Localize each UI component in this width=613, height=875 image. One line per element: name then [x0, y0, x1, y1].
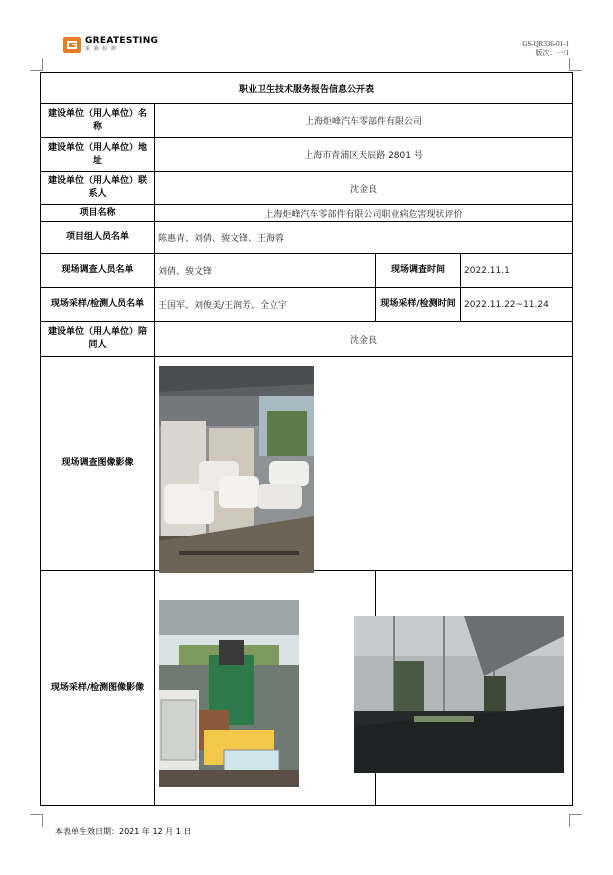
unit-name-label: 建设单位（用人单位）名称	[41, 104, 155, 138]
survey-images-label: 现场调查图像影像	[41, 357, 155, 571]
project-name-label: 项目名称	[41, 205, 155, 222]
escort-label: 建设单位（用人单位）陪同人	[41, 322, 155, 357]
sampling-time-label: 现场采样/检测时间	[376, 288, 461, 322]
sampling-time-value: 2022.11.22~11.24	[461, 288, 573, 322]
unit-contact-value: 沈金良	[155, 172, 573, 205]
survey-staff-value: 刘倩、骏文锋	[155, 254, 376, 288]
project-name-value: 上海炬峰汽车零部件有限公司职业病危害现状评价	[155, 205, 573, 222]
corner-mark	[569, 58, 582, 71]
corner-mark	[30, 814, 43, 827]
unit-name-value: 上海炬峰汽车零部件有限公司	[155, 104, 573, 138]
team-value: 陈惠青、刘倩、骏文锋、王海蓉	[155, 222, 573, 254]
unit-address-value: 上海市青浦区天辰路 2801 号	[155, 138, 573, 172]
sampling-photo-1	[159, 600, 299, 787]
edition-text: 版次：一/1	[535, 49, 569, 57]
form-title: 职业卫生技术服务报告信息公开表	[41, 73, 573, 104]
sampling-staff-label: 现场采样/检测人员名单	[41, 288, 155, 322]
company-logo	[63, 36, 158, 53]
page-header	[0, 0, 613, 70]
corner-mark	[569, 814, 582, 827]
logo-mark-icon	[63, 37, 81, 53]
unit-contact-label: 建设单位（用人单位）联系人	[41, 172, 155, 205]
document-number-block	[522, 40, 569, 58]
survey-time-value: 2022.11.1	[461, 254, 573, 288]
escort-value: 沈金良	[155, 322, 573, 357]
corner-mark	[30, 58, 43, 71]
survey-time-label: 现场调查时间	[376, 254, 461, 288]
effective-date: 本表单生效日期：2021 年 12 月 1 日	[55, 827, 192, 836]
company-subname: 重 测 检 测	[85, 46, 117, 52]
team-label: 项目组人员名单	[41, 222, 155, 254]
company-name: GREATESTING	[85, 36, 159, 46]
unit-address-label: 建设单位（用人单位）地址	[41, 138, 155, 172]
document-number: GS-QR336-01-1	[522, 40, 569, 48]
sampling-photo-2	[354, 616, 564, 773]
survey-staff-label: 现场调查人员名单	[41, 254, 155, 288]
sampling-staff-value: 王国军、刘俊美/王润芳、全立宇	[155, 288, 376, 322]
survey-photo	[159, 366, 314, 573]
sampling-images-label: 现场采样/检测图像影像	[41, 571, 155, 806]
